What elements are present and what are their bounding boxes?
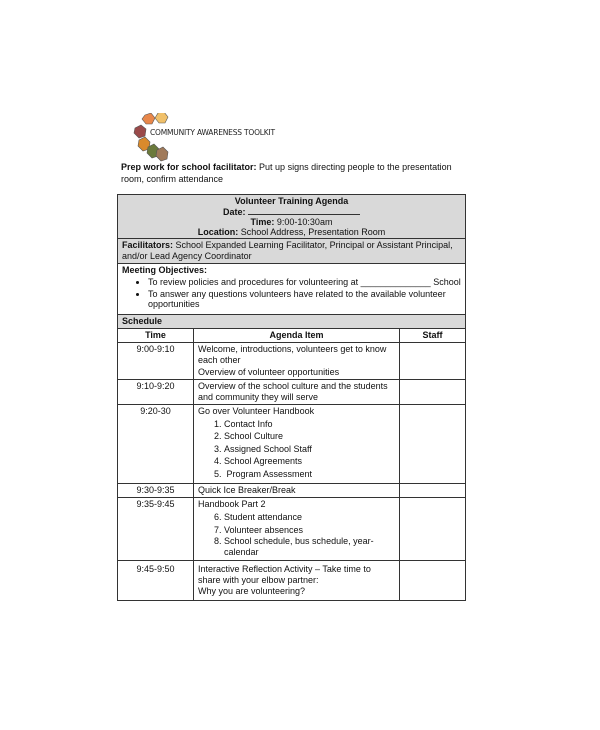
time-label: Time: <box>250 217 275 227</box>
list-item: 5. Program Assessment <box>224 468 395 481</box>
row-agenda <box>194 404 400 484</box>
logo-mark <box>133 113 243 163</box>
row-staff <box>400 379 466 404</box>
col-agenda-item: Agenda Item <box>194 328 400 342</box>
prep-note <box>121 162 471 185</box>
handbook-part2-list <box>198 511 395 557</box>
row-time: 9:30-9:35 <box>118 484 194 498</box>
row-staff <box>400 404 466 484</box>
schedule-label: Schedule <box>122 315 163 326</box>
objective-item: • To review policies and procedures for volunteering at ______________ School <box>148 277 461 288</box>
objectives-list <box>122 277 461 310</box>
agenda-header <box>118 195 466 239</box>
row-time: 9:10-9:20 <box>118 379 194 404</box>
row-staff <box>400 484 466 498</box>
row-agenda <box>194 379 400 404</box>
facilitators-label: Facilitators: <box>122 240 174 250</box>
handbook-list <box>198 418 395 481</box>
list-item: 4. School Agreements <box>224 455 395 468</box>
list-item: 1. Contact Info <box>224 418 395 431</box>
table-row <box>118 498 466 561</box>
agenda-line: Handbook Part 2 <box>198 499 266 509</box>
agenda-line: Why you are volunteering? <box>198 586 306 596</box>
row-time: 9:35-9:45 <box>118 498 194 561</box>
facilitators-cell <box>118 239 466 264</box>
agenda-line: Overview of the school culture and the students and community they will serve <box>198 380 388 402</box>
agenda-line: Quick Ice Breaker/Break <box>198 485 296 495</box>
list-item: 3. Assigned School Staff <box>224 443 395 456</box>
location-value: School Address, Presentation Room <box>240 227 386 237</box>
time-value: 9:00-10:30am <box>276 217 333 227</box>
location-label: Location: <box>197 227 239 237</box>
logo-hex-2 <box>155 113 168 123</box>
date-label: Date: <box>222 207 246 217</box>
row-agenda <box>194 342 400 379</box>
col-staff: Staff <box>400 328 466 342</box>
agenda-line: Interactive Reflection Activity – Take time to share with your elbow partner: <box>198 564 371 585</box>
objectives-cell <box>118 264 466 315</box>
row-staff <box>400 561 466 601</box>
table-row <box>118 404 466 484</box>
facilitators-text: School Expanded Learning Facilitator, Principal or Assistant Principal, and/or Lead Agency Coordinator <box>122 240 453 261</box>
row-agenda <box>194 498 400 561</box>
table-row <box>118 484 466 498</box>
logo-text: COMMUNITY AWARENESS TOOLKIT <box>150 128 275 137</box>
prep-label: Prep work for school facilitator: <box>121 162 257 172</box>
agenda-title: Volunteer Training Agenda <box>234 196 349 206</box>
row-time: 9:20-30 <box>118 404 194 484</box>
row-agenda <box>194 484 400 498</box>
prep-text: Put up signs directing people to the presentation room, confirm attendance <box>121 162 452 184</box>
agenda-line: Go over Volunteer Handbook <box>198 405 315 416</box>
agenda-table <box>117 194 466 601</box>
row-time: 9:45-9:50 <box>118 561 194 601</box>
list-item: 7. Volunteer absences <box>224 524 395 537</box>
table-row <box>118 561 466 601</box>
agenda-line: Overview of volunteer opportunities <box>198 366 340 377</box>
objectives-label: Meeting Objectives: <box>122 265 208 275</box>
row-time: 9:00-9:10 <box>118 342 194 379</box>
list-item: 2. School Culture <box>224 430 395 443</box>
row-agenda <box>194 561 400 601</box>
logo-hex-1 <box>142 113 155 124</box>
list-item: 6. Student attendance <box>224 511 395 524</box>
col-time: Time <box>118 328 194 342</box>
agenda-line: Welcome, introductions, volunteers get to know each other <box>198 343 387 365</box>
table-row <box>118 379 466 404</box>
table-row <box>118 342 466 379</box>
schedule-header-row <box>118 328 466 342</box>
list-item: 8. School schedule, bus schedule, year-calendar <box>224 536 395 557</box>
row-staff <box>400 342 466 379</box>
date-blank <box>248 206 360 215</box>
schedule-label-cell <box>118 314 466 328</box>
row-staff <box>400 498 466 561</box>
logo-hex-3 <box>134 125 146 138</box>
objective-item: • To answer any questions volunteers have related to the available volunteer opportunities <box>148 289 461 310</box>
